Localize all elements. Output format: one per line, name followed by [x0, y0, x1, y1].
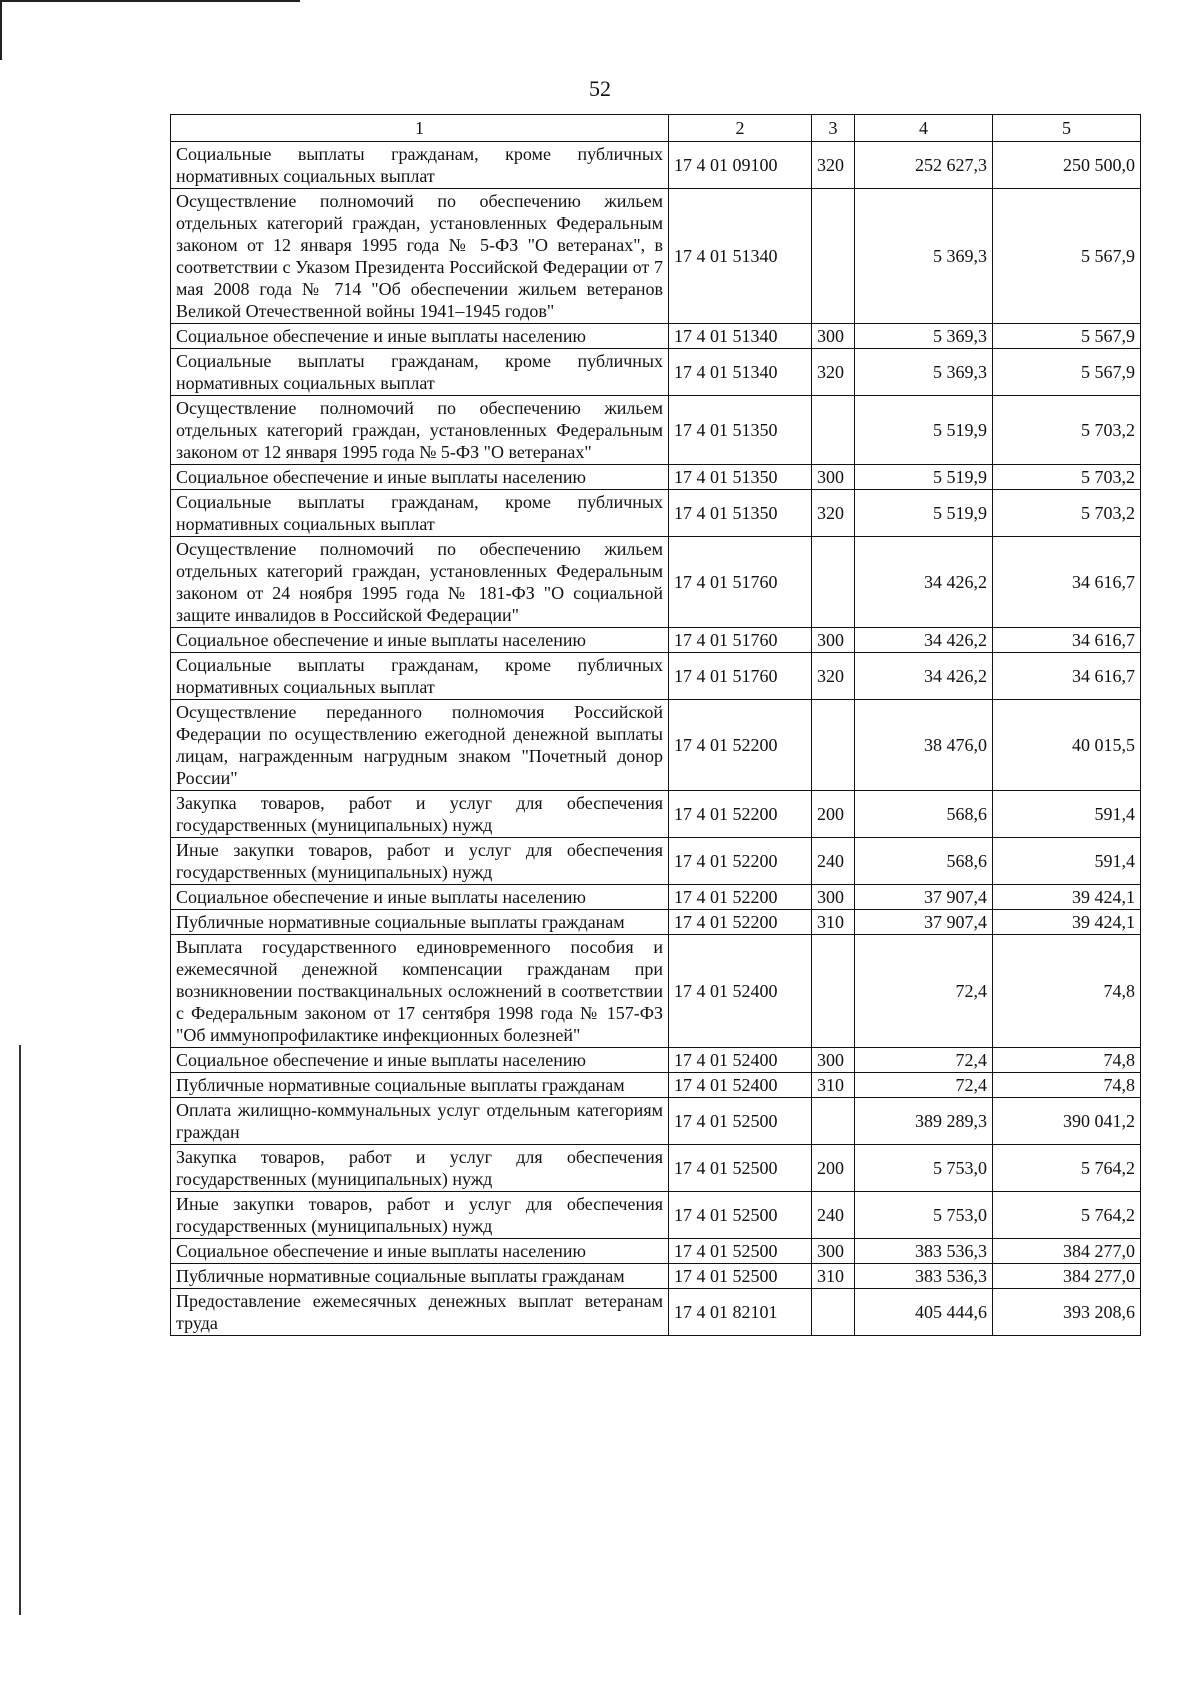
- row-type-cell: 200: [812, 791, 855, 838]
- row-value-col4-cell: 5 369,3: [855, 324, 993, 349]
- row-code-cell: 17 4 01 51350: [669, 465, 812, 490]
- row-name-cell: Оплата жилищно-коммунальных услуг отдельным категориям граждан: [171, 1098, 669, 1145]
- row-value-col4-cell: 37 907,4: [855, 910, 993, 935]
- row-value-col4-cell: 72,4: [855, 1048, 993, 1073]
- table-row: [171, 1239, 1141, 1264]
- row-type-cell: 310: [812, 910, 855, 935]
- row-code-cell: 17 4 01 52500: [669, 1192, 812, 1239]
- row-type-cell: [812, 189, 855, 324]
- row-value-col5-cell: 74,8: [993, 935, 1141, 1048]
- row-value-col5-cell: 39 424,1: [993, 885, 1141, 910]
- row-code-cell: 17 4 01 51340: [669, 324, 812, 349]
- row-value-col4-cell: 252 627,3: [855, 142, 993, 189]
- row-value-col5-cell: 5 567,9: [993, 349, 1141, 396]
- row-type-cell: [812, 1098, 855, 1145]
- row-type-cell: 300: [812, 465, 855, 490]
- row-code-cell: 17 4 01 51760: [669, 628, 812, 653]
- row-type-cell: 320: [812, 142, 855, 189]
- row-name-cell: Осуществление полномочий по обеспечению жильем отдельных категорий граждан, установленных Федеральным законом от 12 января 1995 года № 5-ФЗ "О ветеранах", в соответствии с Указом Президента Российской Федерации от 7 мая 2008 года № 714 "Об обеспечении жильем ветеранов Великой Отечественной войны 1941–1945 годов": [171, 189, 669, 324]
- row-name-cell: Социальное обеспечение и иные выплаты населению: [171, 1239, 669, 1264]
- row-value-col5-cell: 39 424,1: [993, 910, 1141, 935]
- row-value-col4-cell: 389 289,3: [855, 1098, 993, 1145]
- row-name-cell: Социальные выплаты гражданам, кроме публичных нормативных социальных выплат: [171, 653, 669, 700]
- row-value-col4-cell: 383 536,3: [855, 1264, 993, 1289]
- row-value-col4-cell: 5 519,9: [855, 465, 993, 490]
- row-value-col4-cell: 568,6: [855, 838, 993, 885]
- row-name-cell: Публичные нормативные социальные выплаты гражданам: [171, 1264, 669, 1289]
- row-name-cell: Осуществление полномочий по обеспечению жильем отдельных категорий граждан, установленных Федеральным законом от 12 января 1995 года № 5-ФЗ "О ветеранах": [171, 396, 669, 465]
- row-value-col4-cell: 5 753,0: [855, 1145, 993, 1192]
- row-value-col5-cell: 34 616,7: [993, 653, 1141, 700]
- row-value-col5-cell: 393 208,6: [993, 1289, 1141, 1336]
- row-value-col4-cell: 5 369,3: [855, 189, 993, 324]
- table-row: [171, 885, 1141, 910]
- row-name-cell: Иные закупки товаров, работ и услуг для обеспечения государственных (муниципальных) нужд: [171, 1192, 669, 1239]
- row-type-cell: 200: [812, 1145, 855, 1192]
- row-type-cell: [812, 396, 855, 465]
- row-name-cell: Социальные выплаты гражданам, кроме публичных нормативных социальных выплат: [171, 490, 669, 537]
- row-name-cell: Закупка товаров, работ и услуг для обеспечения государственных (муниципальных) нужд: [171, 1145, 669, 1192]
- row-name-cell: Социальное обеспечение и иные выплаты населению: [171, 465, 669, 490]
- row-value-col4-cell: 568,6: [855, 791, 993, 838]
- row-type-cell: 320: [812, 490, 855, 537]
- row-code-cell: 17 4 01 51350: [669, 396, 812, 465]
- row-value-col5-cell: 40 015,5: [993, 700, 1141, 791]
- table-row: [171, 653, 1141, 700]
- row-value-col4-cell: 405 444,6: [855, 1289, 993, 1336]
- table-row: [171, 1098, 1141, 1145]
- row-value-col5-cell: 591,4: [993, 838, 1141, 885]
- table-row: [171, 1073, 1141, 1098]
- table-row: [171, 838, 1141, 885]
- row-code-cell: 17 4 01 52500: [669, 1098, 812, 1145]
- row-code-cell: 17 4 01 52400: [669, 1048, 812, 1073]
- row-value-col5-cell: 5 703,2: [993, 490, 1141, 537]
- row-code-cell: 17 4 01 52200: [669, 885, 812, 910]
- row-value-col5-cell: 384 277,0: [993, 1264, 1141, 1289]
- scan-border-left: [0, 0, 2, 60]
- row-type-cell: 310: [812, 1073, 855, 1098]
- budget-table: [170, 114, 1141, 1336]
- scan-border-top: [0, 0, 300, 2]
- row-value-col5-cell: 74,8: [993, 1073, 1141, 1098]
- row-code-cell: 17 4 01 51760: [669, 537, 812, 628]
- row-type-cell: [812, 935, 855, 1048]
- row-code-cell: 17 4 01 51340: [669, 349, 812, 396]
- table-row: [171, 1048, 1141, 1073]
- column-header-2: 2: [669, 115, 812, 142]
- row-value-col4-cell: 383 536,3: [855, 1239, 993, 1264]
- row-code-cell: 17 4 01 52400: [669, 1073, 812, 1098]
- row-code-cell: 17 4 01 09100: [669, 142, 812, 189]
- table-row: [171, 465, 1141, 490]
- row-value-col4-cell: 72,4: [855, 1073, 993, 1098]
- row-value-col4-cell: 34 426,2: [855, 628, 993, 653]
- table-header-row: [171, 115, 1141, 142]
- row-code-cell: 17 4 01 51340: [669, 189, 812, 324]
- row-value-col5-cell: 384 277,0: [993, 1239, 1141, 1264]
- row-code-cell: 17 4 01 52200: [669, 838, 812, 885]
- table-row: [171, 1145, 1141, 1192]
- row-name-cell: Публичные нормативные социальные выплаты гражданам: [171, 910, 669, 935]
- table-row: [171, 349, 1141, 396]
- table-row: [171, 142, 1141, 189]
- row-name-cell: Иные закупки товаров, работ и услуг для обеспечения государственных (муниципальных) нужд: [171, 838, 669, 885]
- row-type-cell: 240: [812, 1192, 855, 1239]
- row-type-cell: 300: [812, 1239, 855, 1264]
- page-number: 52: [589, 76, 611, 101]
- row-value-col4-cell: 38 476,0: [855, 700, 993, 791]
- row-value-col5-cell: 34 616,7: [993, 628, 1141, 653]
- row-name-cell: Социальное обеспечение и иные выплаты населению: [171, 628, 669, 653]
- row-type-cell: 240: [812, 838, 855, 885]
- row-code-cell: 17 4 01 51350: [669, 490, 812, 537]
- table-row: [171, 791, 1141, 838]
- row-type-cell: 300: [812, 324, 855, 349]
- row-code-cell: 17 4 01 52500: [669, 1239, 812, 1264]
- column-header-4: 4: [855, 115, 993, 142]
- table-row: [171, 1264, 1141, 1289]
- row-value-col5-cell: 74,8: [993, 1048, 1141, 1073]
- row-value-col5-cell: 5 567,9: [993, 324, 1141, 349]
- table-row: [171, 1192, 1141, 1239]
- table-row: [171, 910, 1141, 935]
- row-value-col5-cell: 34 616,7: [993, 537, 1141, 628]
- row-name-cell: Социальное обеспечение и иные выплаты населению: [171, 885, 669, 910]
- table-row: [171, 490, 1141, 537]
- row-value-col4-cell: 37 907,4: [855, 885, 993, 910]
- row-value-col4-cell: 5 519,9: [855, 396, 993, 465]
- row-value-col4-cell: 5 519,9: [855, 490, 993, 537]
- row-value-col4-cell: 72,4: [855, 935, 993, 1048]
- row-name-cell: Социальные выплаты гражданам, кроме публичных нормативных социальных выплат: [171, 349, 669, 396]
- row-code-cell: 17 4 01 52200: [669, 700, 812, 791]
- table-row: [171, 537, 1141, 628]
- column-header-3: 3: [812, 115, 855, 142]
- row-type-cell: [812, 537, 855, 628]
- row-code-cell: 17 4 01 82101: [669, 1289, 812, 1336]
- table-row: [171, 628, 1141, 653]
- row-value-col5-cell: 591,4: [993, 791, 1141, 838]
- row-value-col4-cell: 34 426,2: [855, 653, 993, 700]
- row-type-cell: 300: [812, 885, 855, 910]
- table-body: [171, 142, 1141, 1336]
- row-code-cell: 17 4 01 52500: [669, 1145, 812, 1192]
- column-header-5: 5: [993, 115, 1141, 142]
- row-name-cell: Социальное обеспечение и иные выплаты населению: [171, 1048, 669, 1073]
- row-value-col5-cell: 5 567,9: [993, 189, 1141, 324]
- row-value-col4-cell: 5 369,3: [855, 349, 993, 396]
- row-value-col5-cell: 5 764,2: [993, 1145, 1141, 1192]
- row-value-col4-cell: 34 426,2: [855, 537, 993, 628]
- table-row: [171, 1289, 1141, 1336]
- row-name-cell: Социальное обеспечение и иные выплаты населению: [171, 324, 669, 349]
- row-type-cell: [812, 700, 855, 791]
- row-name-cell: Осуществление полномочий по обеспечению жильем отдельных категорий граждан, установленных Федеральным законом от 24 ноября 1995 года № 181-ФЗ "О социальной защите инвалидов в Российской Федерации": [171, 537, 669, 628]
- row-type-cell: 310: [812, 1264, 855, 1289]
- row-value-col5-cell: 250 500,0: [993, 142, 1141, 189]
- row-value-col5-cell: 5 703,2: [993, 396, 1141, 465]
- row-code-cell: 17 4 01 52200: [669, 791, 812, 838]
- row-type-cell: 320: [812, 349, 855, 396]
- row-type-cell: 320: [812, 653, 855, 700]
- row-name-cell: Закупка товаров, работ и услуг для обеспечения государственных (муниципальных) нужд: [171, 791, 669, 838]
- row-code-cell: 17 4 01 52200: [669, 910, 812, 935]
- table-row: [171, 935, 1141, 1048]
- row-value-col5-cell: 5 703,2: [993, 465, 1141, 490]
- column-header-1: 1: [171, 115, 669, 142]
- row-name-cell: Выплата государственного единовременного пособия и ежемесячной денежной компенсации гражданам при возникновении поствакцинальных осложнений в соответствии с Федеральным законом от 17 сентября 1998 года № 157-ФЗ "Об иммунопрофилактике инфекционных болезней": [171, 935, 669, 1048]
- scan-border-left-lower: [19, 1045, 21, 1615]
- row-name-cell: Предоставление ежемесячных денежных выплат ветеранам труда: [171, 1289, 669, 1336]
- row-type-cell: 300: [812, 628, 855, 653]
- row-name-cell: Осуществление переданного полномочия Российской Федерации по осуществлению ежегодной денежной выплаты лицам, награжденным нагрудным знаком "Почетный донор России": [171, 700, 669, 791]
- row-code-cell: 17 4 01 52500: [669, 1264, 812, 1289]
- row-name-cell: Публичные нормативные социальные выплаты гражданам: [171, 1073, 669, 1098]
- table-row: [171, 189, 1141, 324]
- row-type-cell: [812, 1289, 855, 1336]
- row-type-cell: 300: [812, 1048, 855, 1073]
- table-row: [171, 396, 1141, 465]
- table-row: [171, 324, 1141, 349]
- row-code-cell: 17 4 01 51760: [669, 653, 812, 700]
- row-value-col5-cell: 390 041,2: [993, 1098, 1141, 1145]
- table-row: [171, 700, 1141, 791]
- row-value-col5-cell: 5 764,2: [993, 1192, 1141, 1239]
- row-value-col4-cell: 5 753,0: [855, 1192, 993, 1239]
- row-code-cell: 17 4 01 52400: [669, 935, 812, 1048]
- row-name-cell: Социальные выплаты гражданам, кроме публичных нормативных социальных выплат: [171, 142, 669, 189]
